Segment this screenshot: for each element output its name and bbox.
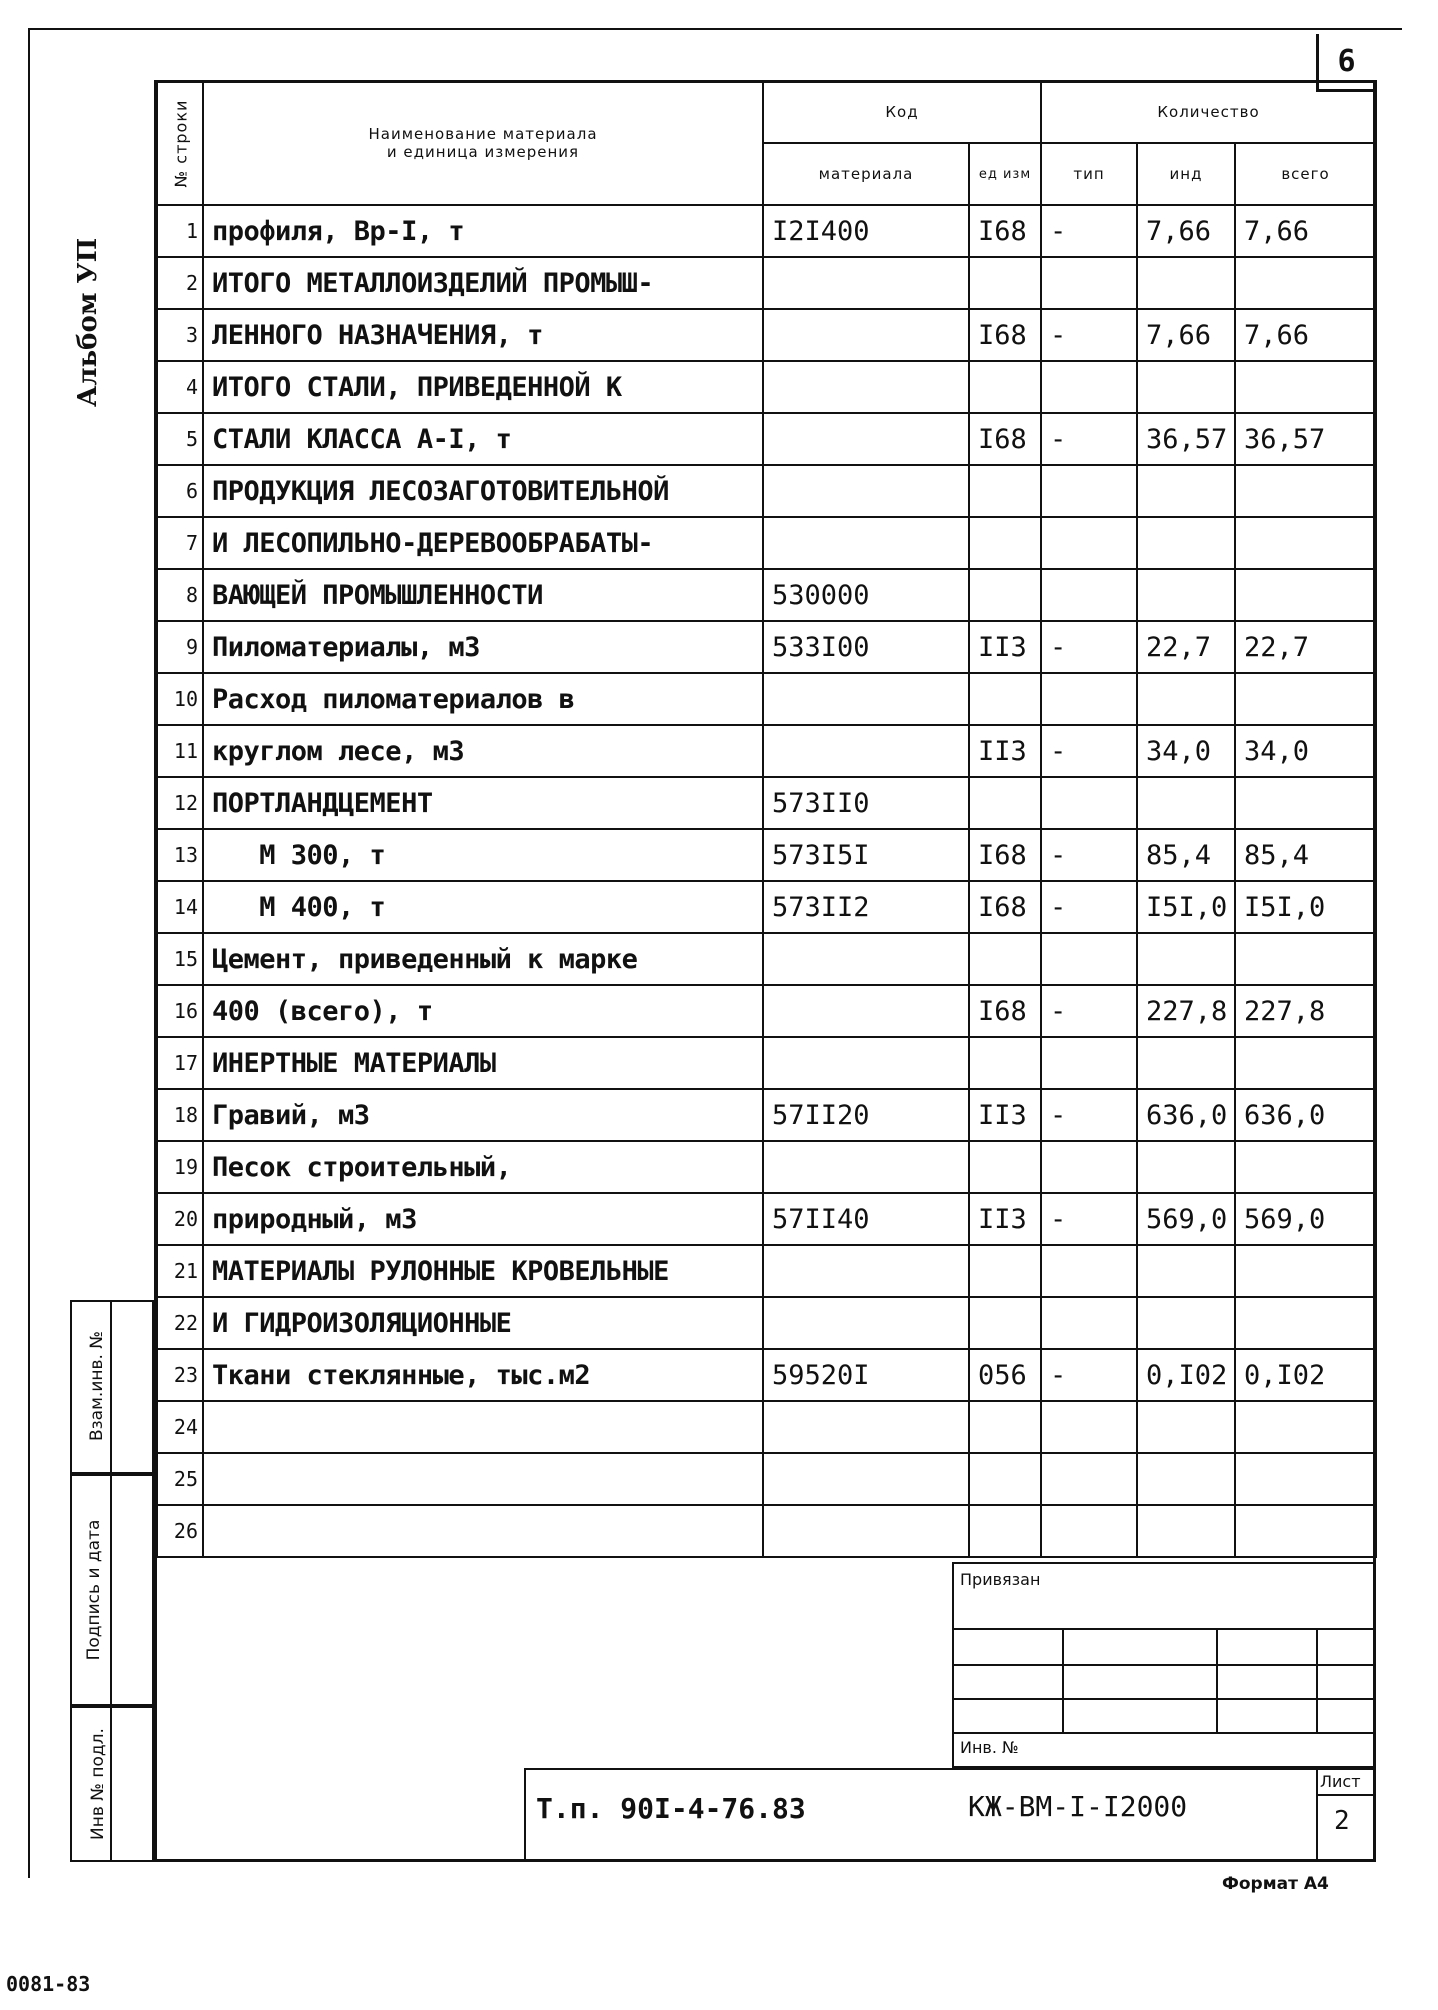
- qty-total-cell: [1235, 933, 1376, 985]
- qty-type-header: тип: [1041, 143, 1137, 205]
- table-row: [157, 621, 1376, 673]
- table-row: [157, 673, 1376, 725]
- row-number-cell: 5: [157, 413, 203, 465]
- material-name-cell: [203, 1505, 763, 1557]
- side-label-sign-date: Подпись и дата: [84, 1519, 104, 1661]
- qty-total-cell: 85,4: [1235, 829, 1376, 881]
- row-number-cell: 6: [157, 465, 203, 517]
- material-name-cell: Цемент, приведенный к марке: [203, 933, 763, 985]
- code-unit-header: ед изм: [969, 143, 1041, 205]
- table-row: [157, 829, 1376, 881]
- qty-total-cell: [1235, 517, 1376, 569]
- material-name-cell: Расход пиломатериалов в: [203, 673, 763, 725]
- qty-individual-cell: 7,66: [1137, 309, 1235, 361]
- quantity-group-header: Количество: [1041, 81, 1376, 143]
- unit-code-cell: [969, 933, 1041, 985]
- unit-code-cell: [969, 465, 1041, 517]
- unit-code-cell: I68: [969, 205, 1041, 257]
- table-row: [157, 725, 1376, 777]
- bound-vline-3: [1316, 1628, 1318, 1732]
- qty-type-cell: -: [1041, 621, 1137, 673]
- row-number-cell: 18: [157, 1089, 203, 1141]
- qty-total-cell: [1235, 1505, 1376, 1557]
- side-box-inv-original: [70, 1706, 154, 1862]
- table-row: [157, 1297, 1376, 1349]
- qty-type-cell: [1041, 1245, 1137, 1297]
- qty-type-cell: -: [1041, 725, 1137, 777]
- material-name-cell: [203, 1401, 763, 1453]
- qty-total-cell: [1235, 257, 1376, 309]
- code-material-header: материала: [763, 143, 969, 205]
- sheet-cell-hline: [1316, 1794, 1376, 1796]
- unit-code-cell: [969, 517, 1041, 569]
- side-box-sign-date: [70, 1474, 154, 1706]
- unit-code-cell: I68: [969, 881, 1041, 933]
- material-name-cell: 400 (всего), т: [203, 985, 763, 1037]
- qty-total-cell: [1235, 1297, 1376, 1349]
- side-label-inv-original: Инв № подл.: [88, 1728, 108, 1840]
- table-row: [157, 413, 1376, 465]
- material-name-header: Наименование материала и единица измерения: [203, 81, 763, 205]
- qty-individual-cell: 0,I02: [1137, 1349, 1235, 1401]
- qty-individual-cell: 22,7: [1137, 621, 1235, 673]
- qty-individual-cell: 36,57: [1137, 413, 1235, 465]
- qty-type-cell: -: [1041, 1349, 1137, 1401]
- qty-total-cell: 0,I02: [1235, 1349, 1376, 1401]
- qty-type-cell: [1041, 361, 1137, 413]
- table-row: [157, 1037, 1376, 1089]
- material-code-cell: [763, 1297, 969, 1349]
- qty-type-cell: [1041, 465, 1137, 517]
- bound-line-2: [952, 1664, 1376, 1666]
- unit-code-cell: [969, 1245, 1041, 1297]
- qty-total-cell: [1235, 1401, 1376, 1453]
- qty-individual-cell: [1137, 1505, 1235, 1557]
- sheet-label: Лист: [1320, 1772, 1361, 1791]
- qty-type-cell: [1041, 1453, 1137, 1505]
- table-row: [157, 1245, 1376, 1297]
- unit-code-cell: I68: [969, 829, 1041, 881]
- row-number-cell: 17: [157, 1037, 203, 1089]
- material-name-cell: круглом лесе, м3: [203, 725, 763, 777]
- qty-type-cell: [1041, 1037, 1137, 1089]
- qty-type-cell: [1041, 933, 1137, 985]
- material-name-cell: М 400, т: [203, 881, 763, 933]
- unit-code-cell: I68: [969, 985, 1041, 1037]
- material-name-cell: Гравий, м3: [203, 1089, 763, 1141]
- qty-total-header: всего: [1235, 143, 1376, 205]
- qty-individual-cell: [1137, 1453, 1235, 1505]
- row-number-cell: 10: [157, 673, 203, 725]
- material-name-cell: М 300, т: [203, 829, 763, 881]
- unit-code-cell: [969, 673, 1041, 725]
- row-number-cell: 11: [157, 725, 203, 777]
- material-name-cell: [203, 1453, 763, 1505]
- unit-code-cell: 056: [969, 1349, 1041, 1401]
- material-name-cell: И ГИДРОИЗОЛЯЦИОННЫЕ: [203, 1297, 763, 1349]
- qty-type-cell: [1041, 257, 1137, 309]
- qty-total-cell: [1235, 1245, 1376, 1297]
- material-code-cell: [763, 1401, 969, 1453]
- qty-type-cell: [1041, 673, 1137, 725]
- table-row: [157, 1141, 1376, 1193]
- material-code-cell: [763, 413, 969, 465]
- row-number-cell: 26: [157, 1505, 203, 1557]
- qty-type-cell: [1041, 1141, 1137, 1193]
- table-row: [157, 205, 1376, 257]
- material-name-cell: ЛЕННОГО НАЗНАЧЕНИЯ, т: [203, 309, 763, 361]
- qty-individual-cell: [1137, 1037, 1235, 1089]
- qty-individual-cell: [1137, 569, 1235, 621]
- material-code-cell: [763, 985, 969, 1037]
- table-row: [157, 1349, 1376, 1401]
- qty-individual-cell: [1137, 361, 1235, 413]
- material-code-cell: 57II40: [763, 1193, 969, 1245]
- row-number-cell: 24: [157, 1401, 203, 1453]
- row-number-cell: 16: [157, 985, 203, 1037]
- qty-total-cell: 569,0: [1235, 1193, 1376, 1245]
- qty-individual-cell: [1137, 933, 1235, 985]
- qty-type-cell: -: [1041, 413, 1137, 465]
- material-name-cell: ИТОГО МЕТАЛЛОИЗДЕЛИЙ ПРОМЫШ-: [203, 257, 763, 309]
- material-code-cell: I2I400: [763, 205, 969, 257]
- bound-line-3: [952, 1698, 1376, 1700]
- table-row: [157, 1453, 1376, 1505]
- table-row: [157, 1505, 1376, 1557]
- qty-individual-cell: [1137, 1297, 1235, 1349]
- row-number-cell: 25: [157, 1453, 203, 1505]
- row-number-cell: 9: [157, 621, 203, 673]
- unit-code-cell: [969, 1037, 1041, 1089]
- qty-total-cell: [1235, 777, 1376, 829]
- material-name-cell: СТАЛИ КЛАССА А-I, т: [203, 413, 763, 465]
- unit-code-cell: [969, 1453, 1041, 1505]
- material-code-cell: [763, 465, 969, 517]
- qty-total-cell: [1235, 465, 1376, 517]
- qty-total-cell: [1235, 1141, 1376, 1193]
- bound-line-1: [952, 1628, 1376, 1630]
- sheet-value: 2: [1334, 1806, 1350, 1836]
- table-row: [157, 985, 1376, 1037]
- row-number-cell: 22: [157, 1297, 203, 1349]
- qty-total-cell: 636,0: [1235, 1089, 1376, 1141]
- material-code-cell: 530000: [763, 569, 969, 621]
- table-row: [157, 309, 1376, 361]
- unit-code-cell: [969, 1505, 1041, 1557]
- qty-type-cell: -: [1041, 1089, 1137, 1141]
- material-code-cell: [763, 309, 969, 361]
- row-number-cell: 20: [157, 1193, 203, 1245]
- unit-code-cell: I68: [969, 413, 1041, 465]
- qty-type-cell: -: [1041, 1193, 1137, 1245]
- row-number-cell: 2: [157, 257, 203, 309]
- material-name-cell: ПОРТЛАНДЦЕМЕНТ: [203, 777, 763, 829]
- unit-code-cell: [969, 1141, 1041, 1193]
- sheet-number: 6: [1316, 34, 1374, 92]
- qty-individual-cell: 85,4: [1137, 829, 1235, 881]
- qty-total-cell: I5I,0: [1235, 881, 1376, 933]
- qty-individual-cell: [1137, 777, 1235, 829]
- qty-individual-cell: [1137, 1141, 1235, 1193]
- row-number-cell: 7: [157, 517, 203, 569]
- row-number-cell: 15: [157, 933, 203, 985]
- material-code-cell: [763, 1453, 969, 1505]
- qty-individual-header: инд: [1137, 143, 1235, 205]
- qty-type-cell: [1041, 1297, 1137, 1349]
- material-name-cell: природный, м3: [203, 1193, 763, 1245]
- qty-individual-cell: [1137, 673, 1235, 725]
- row-number-cell: 1: [157, 205, 203, 257]
- qty-total-cell: 7,66: [1235, 309, 1376, 361]
- material-name-cell: профиля, Вр-I, т: [203, 205, 763, 257]
- material-code-cell: [763, 933, 969, 985]
- material-name-cell: ПРОДУКЦИЯ ЛЕСОЗАГОТОВИТЕЛЬНОЙ: [203, 465, 763, 517]
- qty-type-cell: [1041, 1505, 1137, 1557]
- row-number-header: № строки: [157, 81, 203, 205]
- qty-total-cell: 227,8: [1235, 985, 1376, 1037]
- side-box-replaced-inv: [70, 1300, 154, 1474]
- qty-individual-cell: 227,8: [1137, 985, 1235, 1037]
- qty-type-cell: -: [1041, 829, 1137, 881]
- material-code-cell: 573II0: [763, 777, 969, 829]
- qty-total-cell: 34,0: [1235, 725, 1376, 777]
- unit-code-cell: [969, 257, 1041, 309]
- table-row: [157, 465, 1376, 517]
- qty-individual-cell: I5I,0: [1137, 881, 1235, 933]
- bound-vline-1: [1062, 1628, 1064, 1732]
- qty-type-cell: [1041, 569, 1137, 621]
- unit-code-cell: I68: [969, 309, 1041, 361]
- table-row: [157, 933, 1376, 985]
- qty-type-cell: -: [1041, 985, 1137, 1037]
- doc-code: КЖ-ВМ-I-I2000: [968, 1790, 1188, 1823]
- row-number-cell: 8: [157, 569, 203, 621]
- row-number-cell: 21: [157, 1245, 203, 1297]
- material-code-cell: [763, 1141, 969, 1193]
- row-number-cell: 14: [157, 881, 203, 933]
- qty-individual-cell: [1137, 465, 1235, 517]
- qty-total-cell: 36,57: [1235, 413, 1376, 465]
- unit-code-cell: II3: [969, 621, 1041, 673]
- table-row: [157, 1401, 1376, 1453]
- bound-label: Привязан: [960, 1570, 1041, 1589]
- qty-total-cell: 7,66: [1235, 205, 1376, 257]
- qty-total-cell: 22,7: [1235, 621, 1376, 673]
- qty-individual-cell: 636,0: [1137, 1089, 1235, 1141]
- material-code-cell: 573II2: [763, 881, 969, 933]
- qty-total-cell: [1235, 361, 1376, 413]
- material-name-cell: Пиломатериалы, м3: [203, 621, 763, 673]
- bound-vline-2: [1216, 1628, 1218, 1732]
- side-divider: [110, 1300, 112, 1862]
- table-row: [157, 1193, 1376, 1245]
- material-code-cell: 573I5I: [763, 829, 969, 881]
- qty-total-cell: [1235, 1453, 1376, 1505]
- row-number-cell: 3: [157, 309, 203, 361]
- qty-type-cell: [1041, 1401, 1137, 1453]
- qty-total-cell: [1235, 1037, 1376, 1089]
- qty-individual-cell: 569,0: [1137, 1193, 1235, 1245]
- side-label-replaced-inv: Взам.инв. №: [87, 1330, 107, 1442]
- unit-code-cell: [969, 361, 1041, 413]
- row-number-cell: 12: [157, 777, 203, 829]
- material-code-cell: [763, 673, 969, 725]
- qty-type-cell: [1041, 517, 1137, 569]
- material-code-cell: [763, 1505, 969, 1557]
- inv-no-label: Инв. №: [960, 1738, 1019, 1757]
- footer-code: 0081-83: [6, 1972, 91, 1996]
- material-name-cell: ВАЮЩЕЙ ПРОМЫШЛЕННОСТИ: [203, 569, 763, 621]
- material-code-cell: 57II20: [763, 1089, 969, 1141]
- unit-code-cell: II3: [969, 1089, 1041, 1141]
- table-row: [157, 361, 1376, 413]
- unit-code-cell: [969, 1401, 1041, 1453]
- material-code-cell: 533I00: [763, 621, 969, 673]
- qty-individual-cell: 34,0: [1137, 725, 1235, 777]
- table-row: [157, 881, 1376, 933]
- material-code-cell: [763, 1037, 969, 1089]
- table-row: [157, 569, 1376, 621]
- code-group-header: Код: [763, 81, 1041, 143]
- format-label: Формат А4: [1222, 1874, 1329, 1894]
- qty-type-cell: -: [1041, 881, 1137, 933]
- qty-individual-cell: 7,66: [1137, 205, 1235, 257]
- material-name-cell: Песок строительный,: [203, 1141, 763, 1193]
- qty-total-cell: [1235, 569, 1376, 621]
- row-number-cell: 23: [157, 1349, 203, 1401]
- materials-table: [156, 80, 1377, 1558]
- unit-code-cell: [969, 777, 1041, 829]
- qty-total-cell: [1235, 673, 1376, 725]
- table-row: [157, 1089, 1376, 1141]
- material-code-cell: [763, 1245, 969, 1297]
- material-name-cell: МАТЕРИАЛЫ РУЛОННЫЕ КРОВЕЛЬНЫЕ: [203, 1245, 763, 1297]
- material-name-cell: ИНЕРТНЫЕ МАТЕРИАЛЫ: [203, 1037, 763, 1089]
- material-name-cell: ИТОГО СТАЛИ, ПРИВЕДЕННОЙ К: [203, 361, 763, 413]
- material-code-cell: [763, 517, 969, 569]
- qty-type-cell: -: [1041, 309, 1137, 361]
- material-code-cell: 59520I: [763, 1349, 969, 1401]
- material-name-cell: И ЛЕСОПИЛЬНО-ДЕРЕВООБРАБАТЫ-: [203, 517, 763, 569]
- unit-code-cell: II3: [969, 725, 1041, 777]
- qty-individual-cell: [1137, 1401, 1235, 1453]
- material-code-cell: [763, 725, 969, 777]
- row-number-cell: 13: [157, 829, 203, 881]
- material-name-cell: Ткани стеклянные, тыс.м2: [203, 1349, 763, 1401]
- unit-code-cell: [969, 569, 1041, 621]
- qty-individual-cell: [1137, 1245, 1235, 1297]
- table-row: [157, 257, 1376, 309]
- project-code: Т.п. 90I-4-76.83: [536, 1792, 806, 1825]
- table-row: [157, 777, 1376, 829]
- material-code-cell: [763, 257, 969, 309]
- bound-line-4: [952, 1732, 1376, 1734]
- album-label: Альбом УП: [73, 237, 103, 407]
- table-row: [157, 517, 1376, 569]
- qty-type-cell: -: [1041, 205, 1137, 257]
- sheet-cell-divider: [1316, 1768, 1318, 1862]
- qty-individual-cell: [1137, 257, 1235, 309]
- material-code-cell: [763, 361, 969, 413]
- qty-individual-cell: [1137, 517, 1235, 569]
- row-number-cell: 19: [157, 1141, 203, 1193]
- unit-code-cell: II3: [969, 1193, 1041, 1245]
- row-number-cell: 4: [157, 361, 203, 413]
- unit-code-cell: [969, 1297, 1041, 1349]
- qty-type-cell: [1041, 777, 1137, 829]
